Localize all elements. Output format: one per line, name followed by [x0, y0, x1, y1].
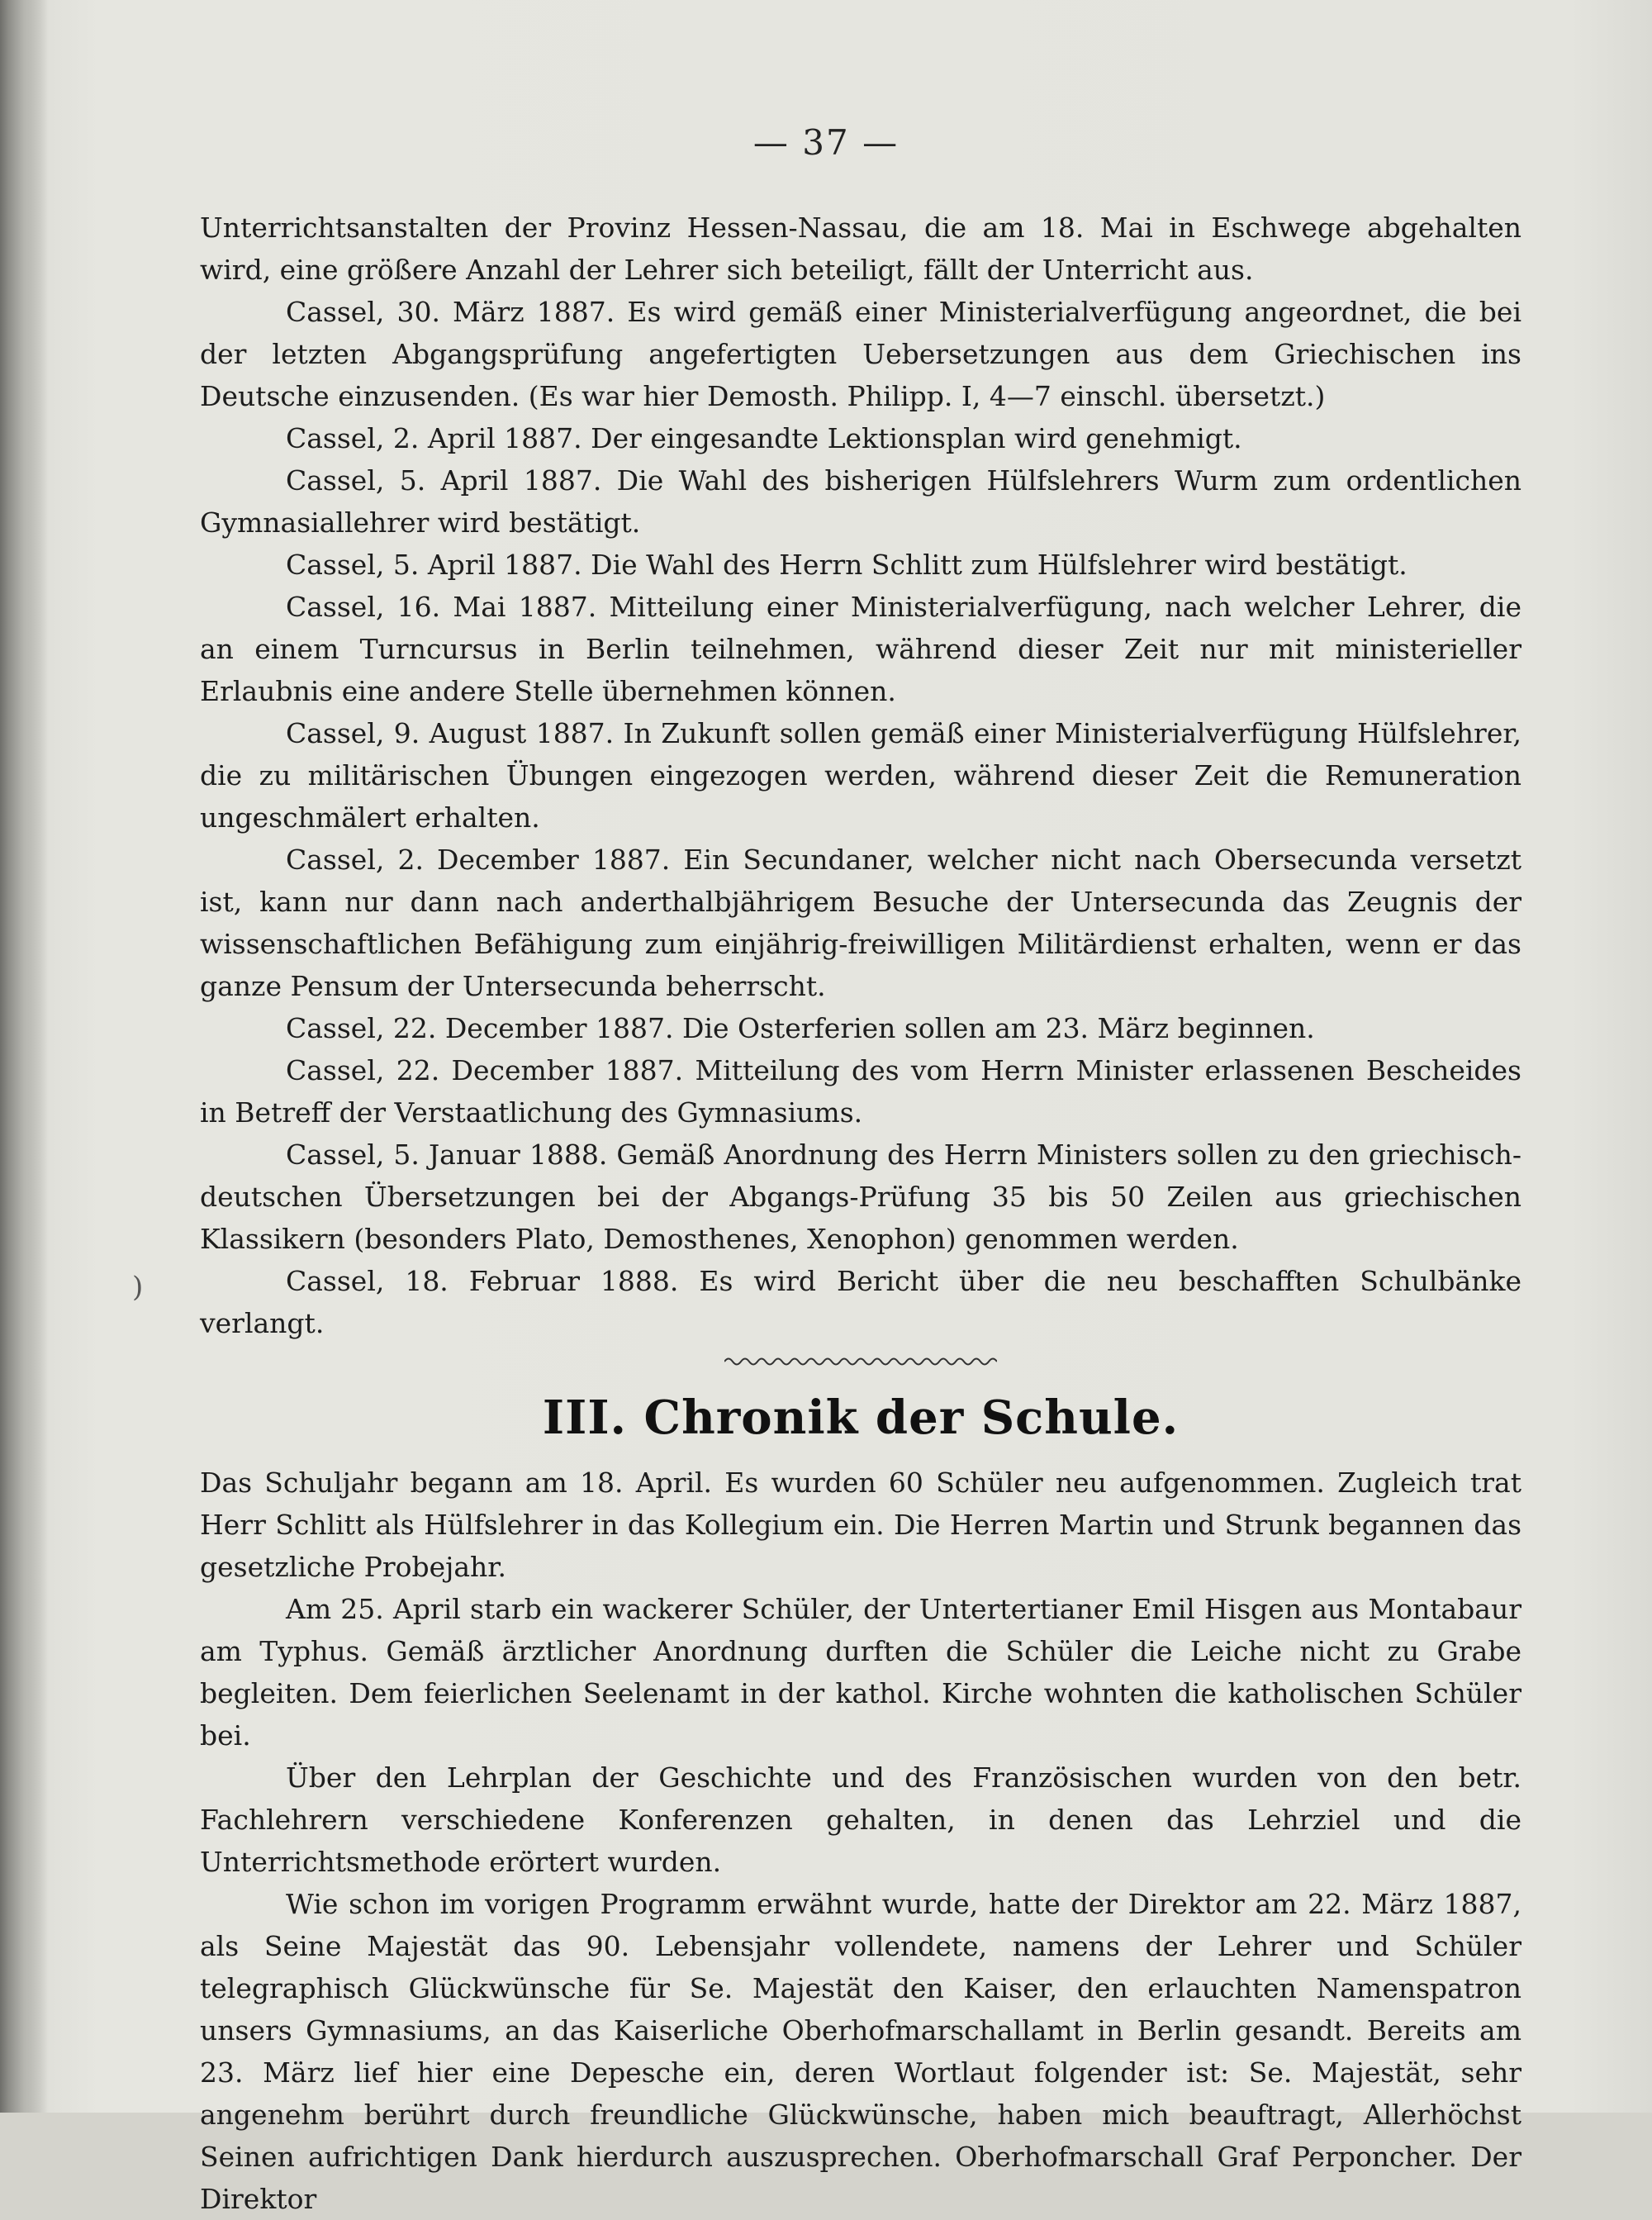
paragraph: Cassel, 22. December 1887. Die Osterferien sollen am 23. März beginnen. — [286, 1012, 1315, 1044]
text-block — [200, 207, 1521, 2220]
school-chronicle — [200, 1462, 1521, 2220]
paragraph: Über den Lehrplan der Geschichte und des Französischen wurden von den betr. Fachlehrern verschiedene Konferenzen gehalten, in denen das Lehrziel und die Unterrichtsmethode erörtert wurden. — [200, 1761, 1521, 1878]
paragraph: Das Schuljahr begann am 18. April. Es wurden 60 Schüler neu aufgenommen. Zugleich trat Herr Schlitt als Hülfslehrer in das Kollegium ein. Die Herren Martin und Strunk begannen das gesetzliche Probejahr. — [200, 1467, 1521, 1583]
paragraph: Cassel, 2. December 1887. Ein Secundaner, welcher nicht nach Obersecunda versetzt ist, kann nur dann nach anderthalbjährigem Besuche der Untersecunda das Zeugnis der wissenschaftlichen Befähigung zum einjährig-freiwilligen Militärdienst erhalten, wenn er das ganze Pensum der Untersecunda beherrscht. — [200, 844, 1521, 1002]
paragraph: Cassel, 30. März 1887. Es wird gemäß einer Ministerialverfügung angeordnet, die bei der letzten Abgangsprüfung angefertigten Uebersetzungen aus dem Griechischen ins Deutsche einzusenden. (Es war hier Demosth. Philipp. I, 4—7 einschl. übersetzt.) — [200, 296, 1521, 412]
paragraph: Am 25. April starb ein wackerer Schüler, der Untertertianer Emil Hisgen aus Montabaur am Typhus. Gemäß ärztlicher Anordnung durften die Schüler die Leiche nicht zu Grabe begleiten. Dem feierlichen Seelenamt in der kathol. Kirche wohnten die katholischen Schüler bei. — [200, 1593, 1521, 1752]
ornamental-divider — [724, 1356, 997, 1367]
paragraph: Cassel, 2. April 1887. Der eingesandte Lektionsplan wird genehmigt. — [286, 422, 1242, 454]
paragraph: Cassel, 9. August 1887. In Zukunft sollen gemäß einer Ministerialverfügung Hülfslehrer, die zu militärischen Übungen eingezogen werden, während dieser Zeit die Remuneration ungeschmälert erhalten. — [200, 717, 1521, 834]
paragraph: Cassel, 18. Februar 1888. Es wird Bericht über die neu beschafften Schulbänke verlangt. — [200, 1265, 1521, 1339]
page-number: — 37 — — [752, 122, 900, 163]
paragraph: Unterrichtsanstalten der Provinz Hessen-Nassau, die am 18. Mai in Eschwege abgehalten wird, eine größere Anzahl der Lehrer sich beteiligt, fällt der Unterricht aus. — [200, 212, 1521, 286]
wavy-rule-icon — [724, 1356, 997, 1367]
paragraph: Cassel, 22. December 1887. Mitteilung des vom Herrn Minister erlassenen Bescheides in Betreff der Verstaatlichung des Gymnasiums. — [200, 1054, 1521, 1129]
ministerial-decrees — [200, 207, 1521, 1344]
binding-edge — [0, 0, 48, 2113]
margin-mark: ) — [132, 1271, 144, 1304]
paragraph: Cassel, 16. Mai 1887. Mitteilung einer Ministerialverfügung, nach welcher Lehrer, die an einem Turncursus in Berlin teilnehmen, während dieser Zeit nur mit ministerieller Erlaubnis eine andere Stelle übernehmen können. — [200, 591, 1521, 707]
paragraph: Cassel, 5. Januar 1888. Gemäß Anordnung des Herrn Ministers sollen zu den griechisch-deutschen Übersetzungen bei der Abgangs-Prüfung 35 bis 50 Zeilen aus griechischen Klassikern (besonders Plato, Demosthenes, Xenophon) genommen werden. — [200, 1139, 1521, 1255]
section-title: III. Chronik der Schule. — [542, 1390, 1180, 1445]
paragraph: Cassel, 5. April 1887. Die Wahl des bisherigen Hülfslehrers Wurm zum ordentlichen Gymnasiallehrer wird bestätigt. — [200, 464, 1521, 539]
paragraph: Wie schon im vorigen Programm erwähnt wurde, hatte der Direktor am 22. März 1887, als Seine Majestät das 90. Lebensjahr vollendete, namens der Lehrer und Schüler telegraphisch Glückwünsche für Se. Majestät den Kaiser, den erlauchten Namenspatron unsers Gymnasiums, an das Kaiserliche Oberhofmarschallamt in Berlin gesandt. Bereits am 23. März lief hier eine Depesche ein, deren Wortlaut folgender ist: Se. Majestät, sehr angenehm berührt durch freundliche Glückwünsche, haben mich beauftragt, Allerhöchst Seinen aufrichtigen Dank hierdurch auszusprechen. Oberhofmarschall Graf Perponcher. Der Direktor — [200, 1888, 1521, 2215]
paragraph: Cassel, 5. April 1887. Die Wahl des Herrn Schlitt zum Hülfslehrer wird bestätigt. — [286, 549, 1408, 581]
